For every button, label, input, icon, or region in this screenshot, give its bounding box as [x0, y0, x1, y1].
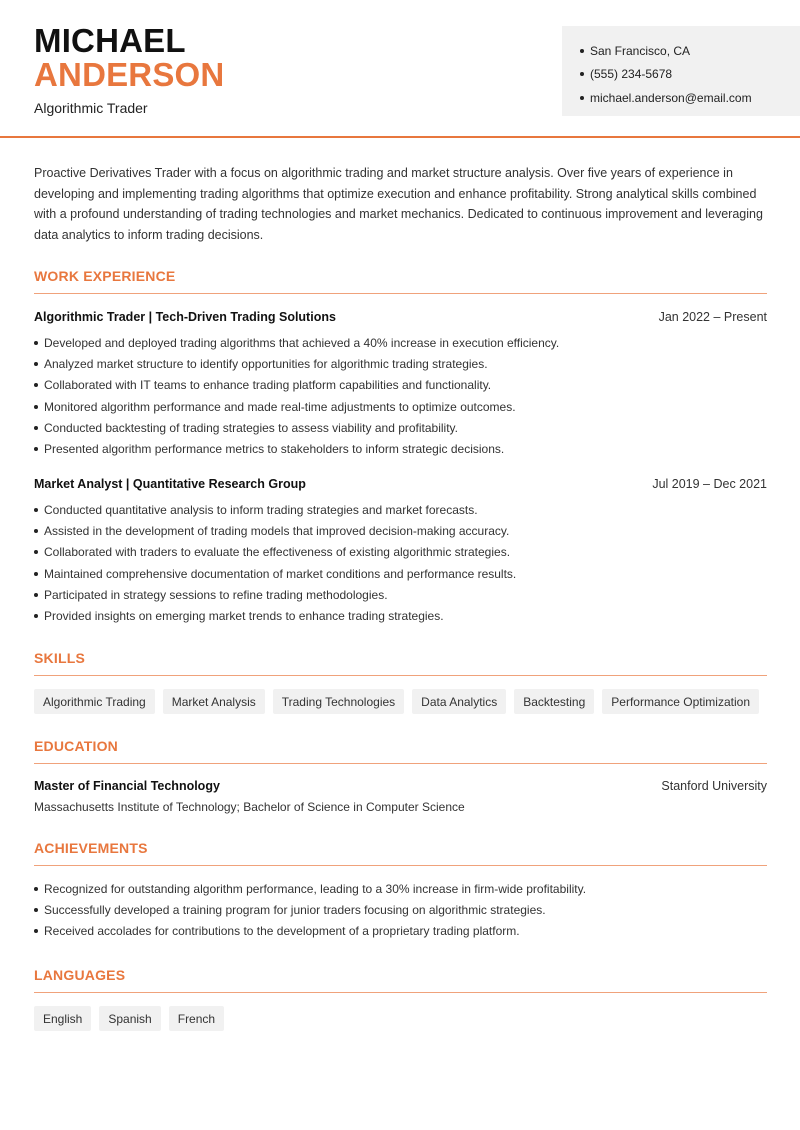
language-chip: English [34, 1006, 91, 1031]
list-item: Analyzed market structure to identify opportunities for algorithmic trading strategies. [34, 353, 767, 374]
job-title: Algorithmic Trader | Tech-Driven Trading Solutions [34, 310, 336, 324]
full-name [34, 24, 224, 92]
job-bullets-2 [34, 499, 767, 627]
job-date: Jan 2022 – Present [658, 310, 767, 324]
section-title-skills: SKILLS [34, 650, 767, 676]
first-name: MICHAEL [34, 22, 186, 59]
list-item: Participated in strategy sessions to refine trading methodologies. [34, 584, 767, 605]
skills-list [34, 689, 759, 714]
section-title-languages: LANGUAGES [34, 967, 767, 993]
bullet-icon [34, 426, 38, 430]
bullet-icon [34, 929, 38, 933]
summary: Proactive Derivatives Trader with a focus on algorithmic trading and market structure analysis. Over five years of experience in developing and implementing trading algorithms that optimize execution and enhance profitability. Strong analytical skills combined with a profound understanding of trading technologies and market mechanics. Dedicated to continuous improvement and leveraging data analytics to inform trading decisions. [34, 166, 763, 243]
list-item: Recognized for outstanding algorithm performance, leading to a 30% increase in firm-wide profitability. [34, 878, 767, 899]
list-item: Assisted in the development of trading models that improved decision-making accuracy. [34, 520, 767, 541]
bullet-icon [34, 529, 38, 533]
list-item: Collaborated with traders to evaluate the effectiveness of existing algorithmic strategies. [34, 542, 767, 563]
list-item: Monitored algorithm performance and made real-time adjustments to optimize outcomes. [34, 396, 767, 417]
education-header [34, 779, 767, 793]
bullet-icon [34, 341, 38, 345]
list-item: Conducted quantitative analysis to inform trading strategies and market forecasts. [34, 499, 767, 520]
bullet-icon [34, 550, 38, 554]
school: Stanford University [661, 779, 767, 793]
bullet-icon [34, 383, 38, 387]
job-title: Market Analyst | Quantitative Research Group [34, 477, 306, 491]
bullet-icon [34, 572, 38, 576]
languages-list [34, 1006, 224, 1031]
contact-box [562, 26, 800, 116]
education-detail: Massachusetts Institute of Technology; Bachelor of Science in Computer Science [34, 800, 465, 814]
resume-header [0, 0, 800, 138]
last-name: ANDERSON [34, 56, 225, 93]
language-chip: Spanish [99, 1006, 160, 1031]
contact-email: michael.anderson@email.com [580, 86, 800, 110]
bullet-icon [34, 447, 38, 451]
list-item: Received accolades for contributions to the development of a proprietary trading platform. [34, 921, 767, 942]
skill-chip: Market Analysis [163, 689, 265, 714]
section-title-achievements: ACHIEVEMENTS [34, 840, 767, 866]
job-date: Jul 2019 – Dec 2021 [652, 477, 767, 491]
list-item: Developed and deployed trading algorithms that achieved a 40% increase in execution efficiency. [34, 332, 767, 353]
list-item: Conducted backtesting of trading strategies to assess viability and profitability. [34, 417, 767, 438]
list-item: Collaborated with IT teams to enhance trading platform capabilities and functionality. [34, 375, 767, 396]
bullet-icon [34, 508, 38, 512]
section-title-education: EDUCATION [34, 738, 767, 764]
list-item: Provided insights on emerging market trends to enhance trading strategies. [34, 605, 767, 626]
list-item: Successfully developed a training program for junior traders focusing on algorithmic strategies. [34, 899, 767, 920]
job-header-1 [34, 310, 767, 324]
skill-chip: Performance Optimization [602, 689, 759, 714]
skill-chip: Data Analytics [412, 689, 506, 714]
contact-location: San Francisco, CA [580, 39, 800, 63]
bullet-icon [34, 908, 38, 912]
contact-phone: (555) 234-5678 [580, 63, 800, 87]
bullet-icon [34, 887, 38, 891]
list-item: Presented algorithm performance metrics to stakeholders to inform strategic decisions. [34, 438, 767, 459]
degree: Master of Financial Technology [34, 779, 220, 793]
bullet-icon [34, 614, 38, 618]
section-title-work: WORK EXPERIENCE [34, 268, 767, 294]
bullet-icon [34, 593, 38, 597]
skill-chip: Trading Technologies [273, 689, 404, 714]
language-chip: French [169, 1006, 224, 1031]
bullet-icon [580, 49, 584, 53]
job-role: Algorithmic Trader [34, 100, 148, 116]
skill-chip: Algorithmic Trading [34, 689, 155, 714]
job-header-2 [34, 477, 767, 491]
bullet-icon [34, 405, 38, 409]
bullet-icon [34, 362, 38, 366]
achievements-list [34, 878, 767, 942]
list-item: Maintained comprehensive documentation of market conditions and performance results. [34, 563, 767, 584]
skill-chip: Backtesting [514, 689, 594, 714]
job-bullets-1 [34, 332, 767, 460]
bullet-icon [580, 72, 584, 76]
bullet-icon [580, 96, 584, 100]
